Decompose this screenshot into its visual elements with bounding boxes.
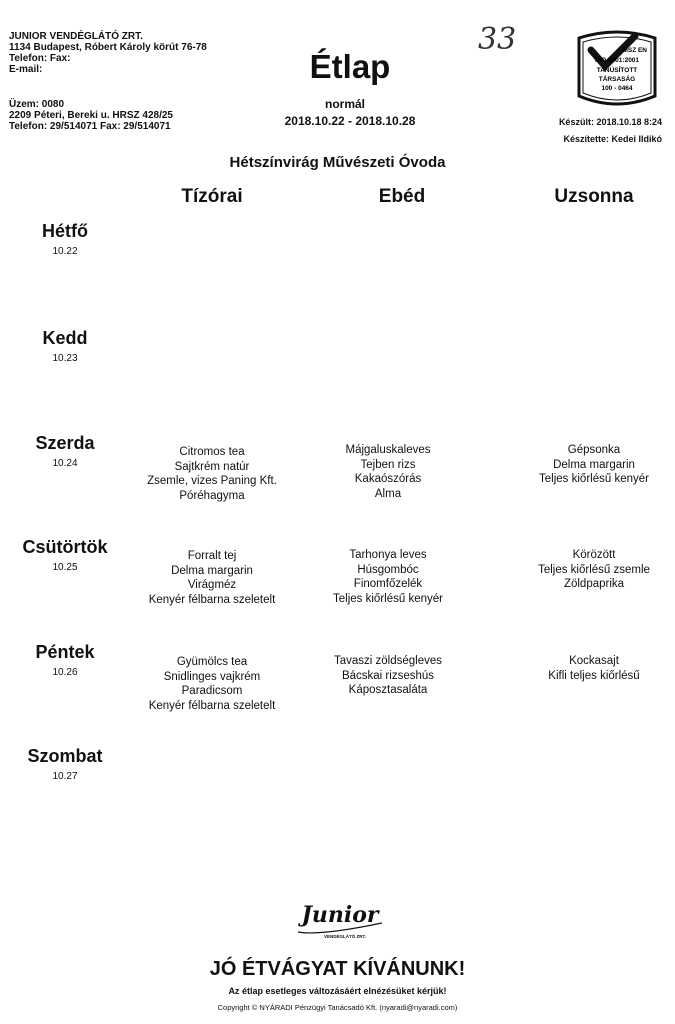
day-date: 10.26: [52, 667, 78, 678]
menu-item: Snidlinges vajkrém: [163, 670, 261, 683]
handwritten-number: 33: [478, 22, 517, 57]
logo-sub: VENDÉGLÁTÓ ZRT.: [323, 934, 367, 939]
cell-uzsonna: [494, 654, 675, 683]
iso-certification-badge: [575, 30, 659, 110]
date-range: 2018.10.22 - 2018.10.28: [284, 114, 416, 128]
created-at: Készült: 2018.10.18 8:24: [558, 117, 662, 127]
cell-ebed: [288, 443, 488, 501]
day-name: Csütörtök: [22, 537, 108, 557]
column-header-uzsonna: Uzsonna: [554, 186, 634, 207]
day-name: Péntek: [35, 642, 95, 662]
plant-phone: Telefon: 29/514071 Fax: 29/514071: [9, 121, 171, 132]
menu-item: Kifli teljes kiőrlésű: [548, 669, 640, 682]
menu-item: Káposztasaláta: [348, 684, 428, 696]
menu-item: Körözött: [572, 549, 616, 561]
junior-logo: [290, 896, 390, 940]
cell-uzsonna: [494, 443, 675, 487]
day-date: 10.23: [52, 353, 78, 364]
day-date: 10.25: [52, 562, 78, 573]
iso-line1: MSZ EN: [622, 47, 647, 54]
day-name: Hétfő: [42, 221, 88, 241]
menu-item: Alma: [374, 487, 402, 500]
menu-item: Delma margarin: [171, 564, 253, 577]
school-name: Hétszínvirág Művészeti Óvoda: [229, 154, 446, 171]
cell-ebed: [288, 654, 488, 698]
menu-item: Teljes kiőrlésű kenyér: [333, 592, 443, 605]
page-title: [290, 48, 410, 86]
menu-type: normál: [324, 97, 365, 111]
logo-brand: Junior: [301, 902, 379, 928]
day-name: Szombat: [27, 746, 103, 766]
company-info: [9, 31, 207, 75]
day-date: 10.27: [52, 771, 78, 782]
plant-info: [9, 99, 173, 132]
iso-line4: TÁRSASÁG: [598, 76, 636, 83]
plant-address: 2209 Péteri, Bereki u. HRSZ 428/25: [9, 110, 173, 121]
menu-item: Kockasajt: [569, 655, 619, 667]
menu-item: Virágméz: [187, 579, 237, 591]
menu-item: Bácskai rizseshús: [341, 669, 435, 682]
menu-item: Májgaluskaleves: [345, 444, 431, 456]
iso-line2: ISO 9001:2001: [594, 57, 640, 64]
cell-uzsonna: [494, 548, 675, 592]
day-date: 10.24: [52, 458, 78, 469]
menu-item: Sajtkrém natúr: [174, 460, 250, 473]
menu-item: Póréhagyma: [179, 489, 245, 502]
footer-notice: Az étlap esetleges változásáért elnézésüket kérjük!: [228, 986, 447, 996]
plant-unit: Üzem: 0080: [9, 99, 65, 110]
menu-item: Forralt tej: [187, 550, 237, 562]
menu-item: Kenyér félbarna szeletelt: [148, 593, 276, 606]
menu-item: Teljes kiőrlésű zsemle: [538, 563, 650, 576]
menu-item: Finomfőzelék: [353, 578, 423, 590]
company-name: JUNIOR VENDÉGLÁTÓ ZRT.: [9, 31, 143, 42]
cell-ebed: [288, 548, 488, 606]
menu-item: Kakaószórás: [354, 473, 422, 485]
day-name: Kedd: [42, 328, 88, 348]
menu-item: Zsemle, vizes Paning Kft.: [147, 475, 277, 487]
column-header-tizorai: Tízórai: [181, 186, 243, 207]
company-email: E-mail:: [9, 64, 43, 75]
created-by: Készítette: Kedei Ildikó: [563, 134, 662, 144]
menu-item: Gépsonka: [567, 444, 621, 456]
cell-tizorai: [112, 655, 312, 713]
cell-tizorai: [112, 445, 312, 503]
menu-item: Gyümölcs tea: [176, 656, 248, 668]
footer-copyright: Copyright © NYÁRADI Pénzügyi Tanácsadó Kft. (nyaradi@nyaradi.com): [217, 1003, 458, 1012]
menu-item: Paradicsom: [181, 685, 243, 697]
day-date: 10.22: [52, 246, 78, 257]
menu-item: Delma margarin: [553, 458, 635, 471]
menu-item: Citromos tea: [179, 446, 245, 458]
column-header-ebed: Ebéd: [378, 186, 426, 207]
company-address: 1134 Budapest, Róbert Károly körút 76-78: [9, 42, 207, 53]
day-name: Szerda: [35, 433, 95, 453]
iso-line3: TANÚSÍTOTT: [596, 67, 638, 74]
menu-item: Teljes kiőrlésű kenyér: [539, 473, 649, 485]
cell-tizorai: [112, 549, 312, 607]
menu-item: Húsgombóc: [357, 563, 419, 576]
menu-item: Tejben rizs: [360, 458, 416, 471]
footer-greeting: JÓ ÉTVÁGYAT KÍVÁNUNK!: [209, 958, 466, 980]
company-phone: Telefon: Fax:: [9, 53, 71, 64]
menu-item: Zöldpaprika: [563, 578, 625, 590]
menu-item: Tarhonya leves: [349, 549, 427, 561]
iso-line5: 100 - 0464: [601, 85, 633, 92]
menu-item: Tavaszi zöldségleves: [333, 655, 443, 667]
page-title-text: Étlap: [309, 48, 391, 85]
menu-item: Kenyér félbarna szeletelt: [148, 699, 276, 712]
